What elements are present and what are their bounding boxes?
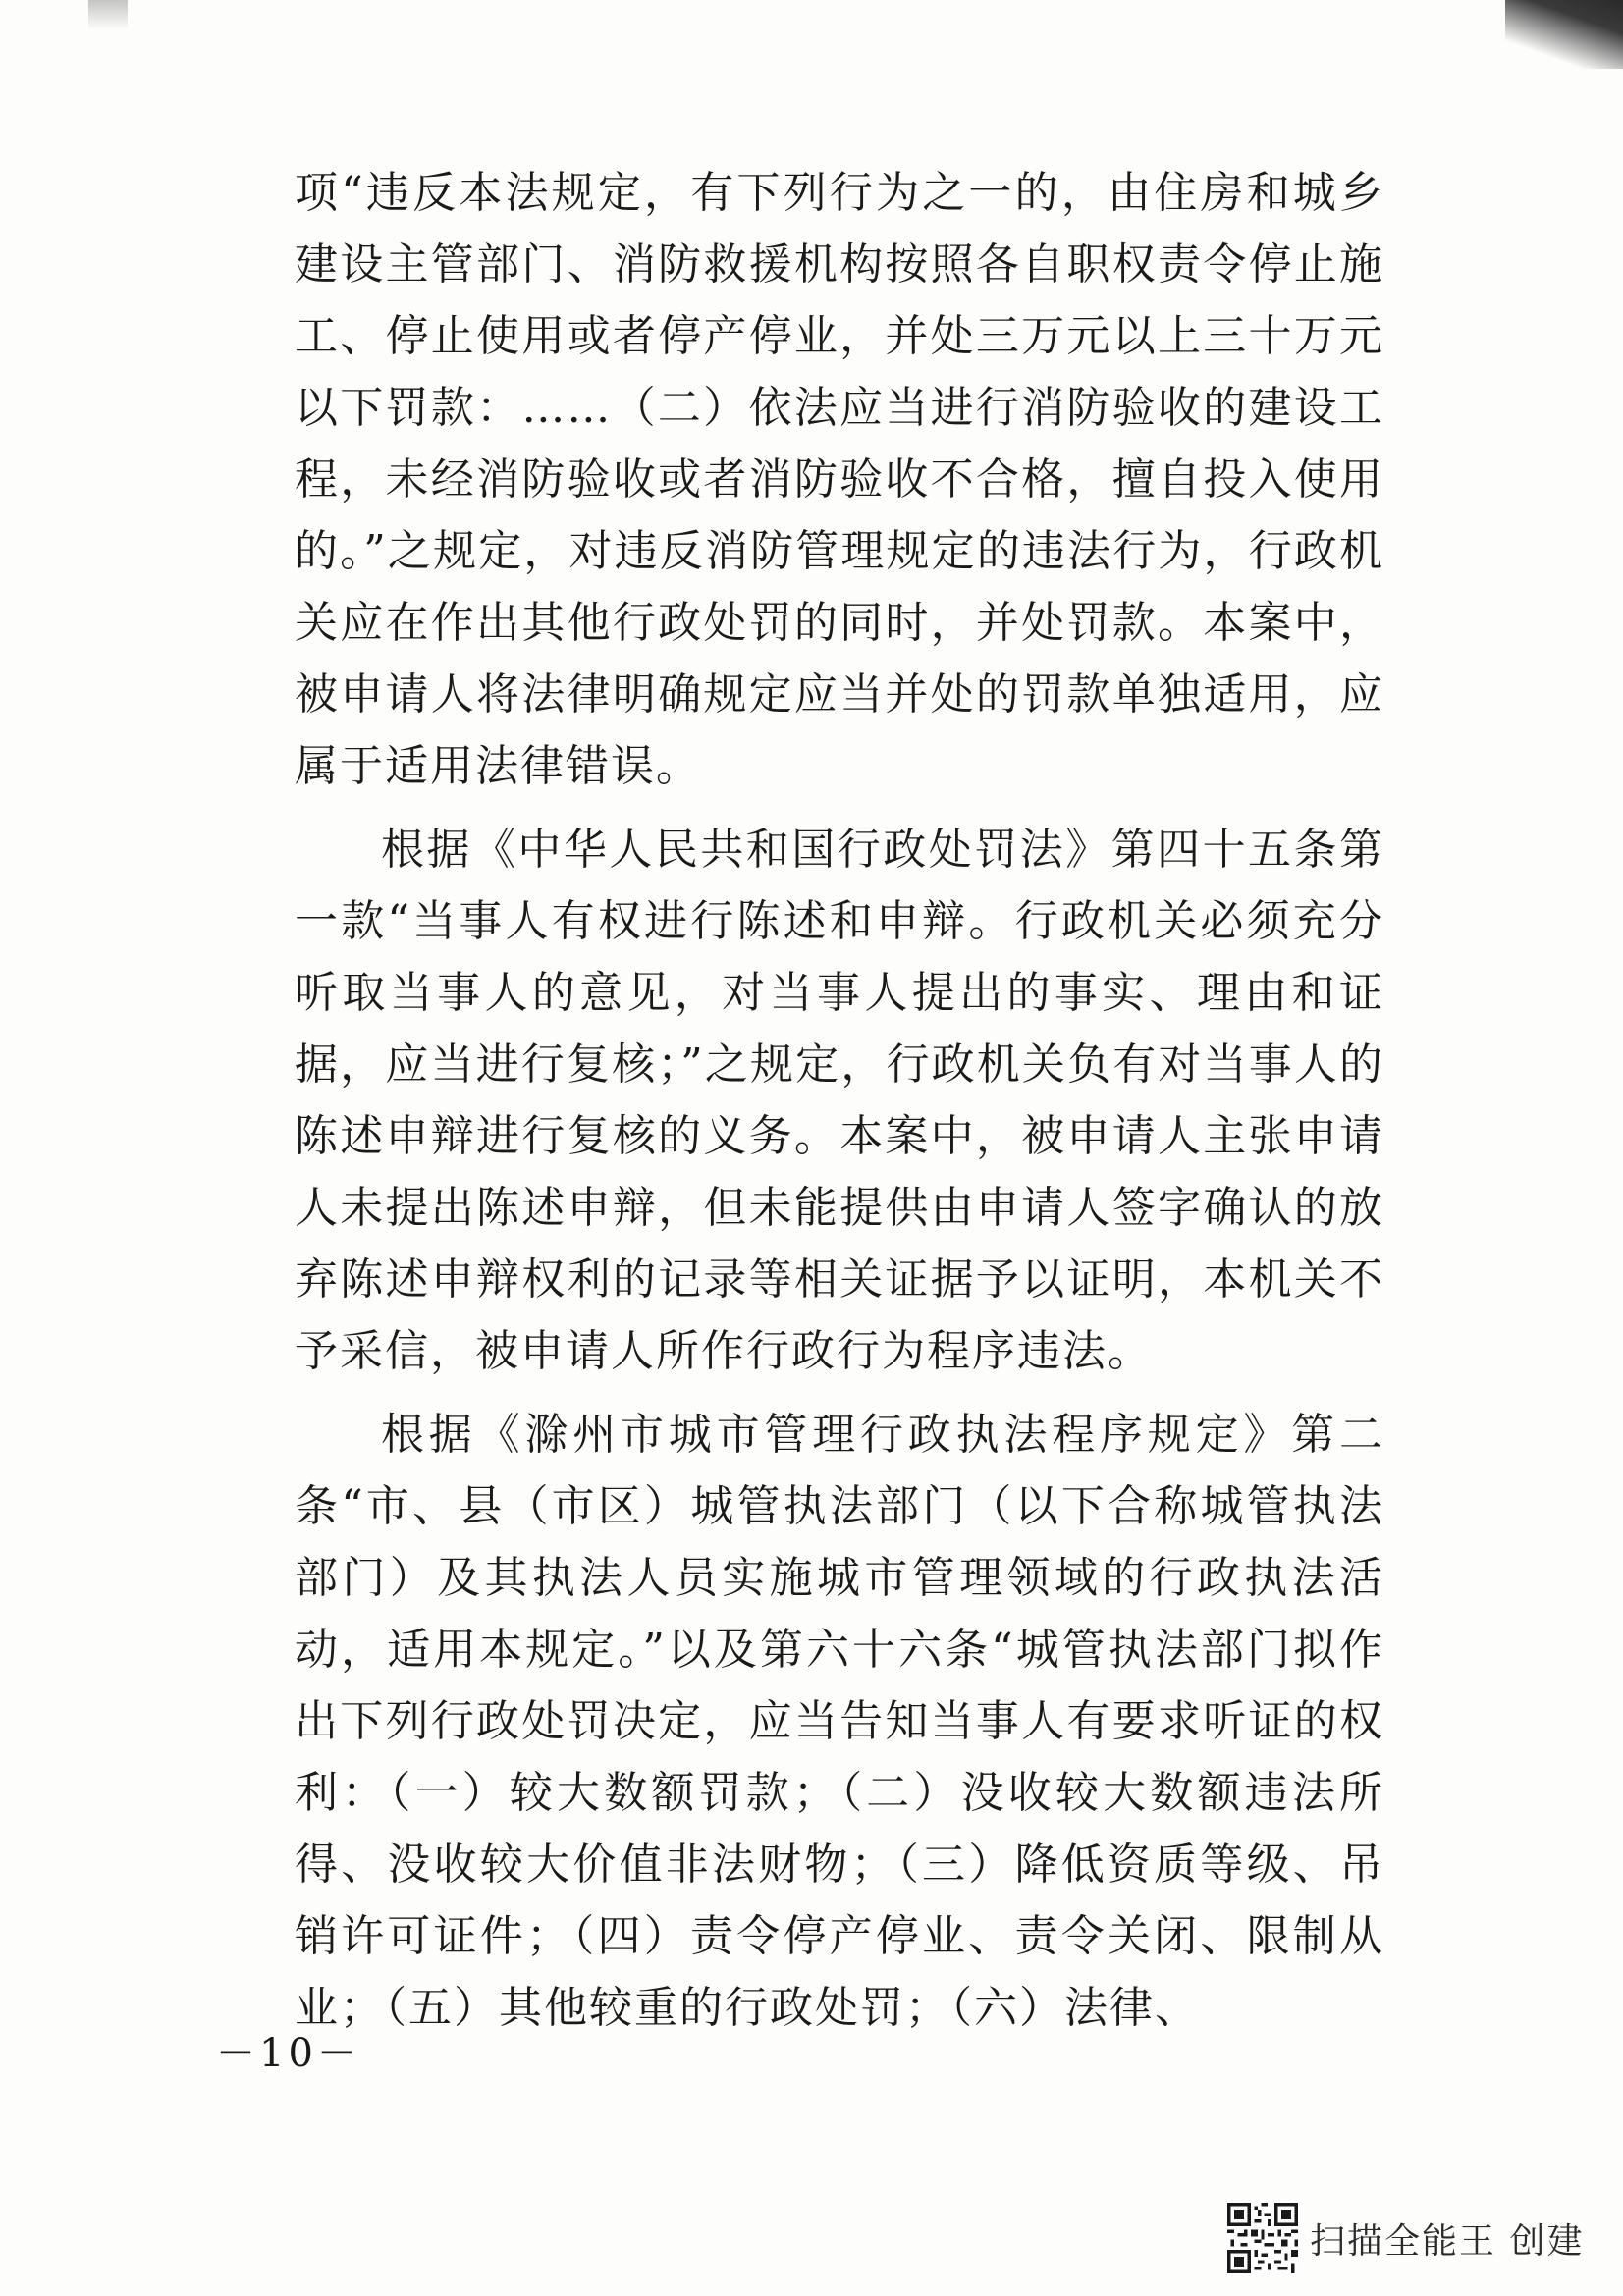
qr-code-icon <box>1227 2203 1298 2273</box>
page-number: －10－ <box>216 2031 360 2076</box>
scan-edge-shadow <box>1505 0 1623 69</box>
scanner-watermark <box>1227 2199 1584 2277</box>
paragraph-2: 根据《中华人民共和国行政处罚法》第四十五条第一款“当事人有权进行陈述和申辩。行政机关必须充分听取当事人的意见，对当事人提出的事实、理由和证据，应当进行复核；”之规定，行政机关负有对当事人的陈述申辩进行复核的义务。本案中，被申请人主张申请人未提出陈述申辩，但未能提供由申请人签字确认的放弃陈述申辩权利的记录等相关证据予以证明，本机关不予采信，被申请人所作行政行为程序违法。 <box>295 825 1384 1376</box>
watermark-text: 扫描全能王 创建 <box>1310 2220 1585 2262</box>
paragraph-1: 项“违反本法规定，有下列行为之一的，由住房和城乡建设主管部门、消防救援机构按照各自职权责令停止施工、停止使用或者停产停业，并处三万元以上三十万元以下罚款：……（二）依法应当进行消防验收的建设工程，未经消防验收或者消防验收不合格，擅自投入使用的。”之规定，对违反消防管理规定的违法行为，行政机关应在作出其他行政处罚的同时，并处罚款。本案中，被申请人将法律明确规定应当并处的罚款单独适用，应属于适用法律错误。 <box>295 168 1384 791</box>
paragraph-3: 根据《滁州市城市管理行政执法程序规定》第二条“市、县（市区）城管执法部门（以下合称城管执法部门）及其执法人员实施城市管理领域的行政执法活动，适用本规定。”以及第六十六条“城管执法部门拟作出下列行政处罚决定，应当告知当事人有要求听证的权利：（一）较大数额罚款；（二）没收较大数额违法所得、没收较大价值非法财物；（三）降低资质等级、吊销许可证件；（四）责令停产停业、责令关闭、限制从业；（五）其他较重的行政处罚；（六）法律、 <box>295 1410 1384 2033</box>
document-body <box>295 157 1384 2044</box>
scan-edge-shadow-left <box>88 0 128 29</box>
